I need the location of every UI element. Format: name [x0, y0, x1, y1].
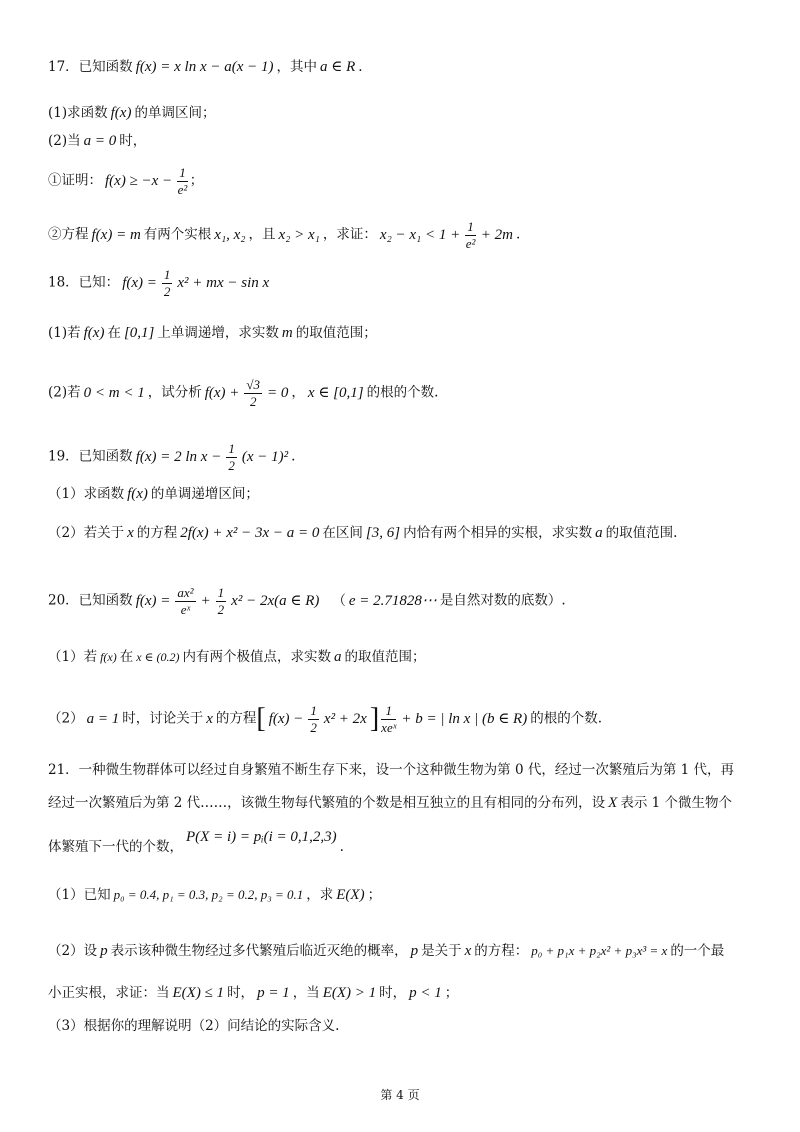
- q18-p1-in: 在: [107, 325, 121, 341]
- q19-p2-in: 在区间: [322, 525, 363, 541]
- q21-part3: [48, 1020, 339, 1034]
- q21-part2-cont: [48, 986, 458, 1001]
- q18-p2-cond: 0 < m < 1: [83, 384, 145, 401]
- q21-p1-mid: ，求: [306, 887, 334, 903]
- q18-p2-fraction: [244, 378, 262, 408]
- q17-p4-proof: x₂ − x₁ < 1 +: [379, 226, 461, 243]
- q20-p2-pre: （2）: [48, 710, 84, 727]
- q17-p4-proof2: + 2m: [480, 226, 513, 243]
- q20-p2-right-bracket: ]: [369, 703, 380, 735]
- q17-p4-den: e²: [465, 235, 476, 251]
- q20-p1-a: a: [333, 649, 342, 665]
- q19-p2-pre: （2）若关于: [48, 525, 125, 541]
- q17-p4-mid2: ，且: [248, 226, 276, 243]
- q20-d2: 2: [217, 601, 225, 617]
- q21-p3-r2: p < 1: [409, 985, 442, 1001]
- q19-p2-mid: 的方程: [136, 525, 178, 541]
- q18-p1-int: [0,1]: [123, 325, 155, 341]
- q18-p1-pre: (1)若: [48, 325, 81, 341]
- q20-stem: [48, 586, 566, 616]
- q20-p2-frac2: [381, 704, 396, 734]
- q20-p1-in: 在: [119, 649, 134, 665]
- q20-intro: 20．已知函数: [48, 592, 133, 609]
- q21-p2-eq: p₀ + p₁x + p₂x² + p₃x³ = x: [531, 943, 668, 958]
- q18-half-fraction: [162, 268, 173, 298]
- q20-p1-int: x ∈ (0.2): [136, 650, 180, 664]
- q21-p1-vals: p₀ = 0.4, p₁ = 0.3, p₂ = 0.2, p₃ = 0.1: [113, 887, 304, 902]
- q18-p2-sep: ，: [291, 384, 305, 401]
- q20-n1: ax²: [177, 585, 194, 600]
- q17-p3-pre: ①证明：: [48, 172, 102, 189]
- q18-part1: [48, 326, 377, 341]
- q17-p3-num: 1: [179, 165, 186, 180]
- q18-p2-end: 的根的个数.: [366, 384, 439, 401]
- q21-p1-pre: （1）已知: [48, 887, 111, 903]
- q17-p3-post: ；: [189, 172, 204, 189]
- q20-p2-end: 的根的个数.: [530, 710, 603, 727]
- q21-p2-p2: p: [410, 943, 419, 959]
- q20-p2-mid: 时，讨论关于: [122, 710, 204, 727]
- q19-part2: [48, 526, 677, 541]
- q17-function: f(x) = x ln x − a(x − 1): [135, 59, 274, 75]
- q21-l3-eq: P(X = i) = pᵢ(i = 0,1,2,3): [186, 829, 337, 845]
- q21-p2-mid: 表示该种微生物经过多代繁殖后临近灭绝的概率，: [110, 943, 408, 959]
- q21-line3: [48, 829, 344, 855]
- q17-p3-den: e²: [177, 181, 188, 197]
- q17-p2-cond: a = 0: [83, 133, 117, 149]
- q21-p2-end: 的一个最: [670, 943, 725, 959]
- q21-p3-c1: E(X) ≤ 1: [172, 985, 225, 1001]
- q19-part1: [48, 487, 259, 502]
- q20-plus: +: [200, 592, 211, 609]
- q21-p3-r1: p = 1: [257, 985, 290, 1001]
- q17-p4-ineq: x₂ > x₁: [278, 226, 320, 243]
- q21-p2-mid3: 的方程：: [474, 943, 529, 959]
- q21-part2: [48, 944, 724, 959]
- q18-intro: 18．已知：: [48, 274, 120, 291]
- q19-p2-int: [3, 6]: [365, 525, 401, 541]
- q19-end: .: [291, 448, 296, 465]
- q20-p2-f: f(x) −: [268, 710, 304, 727]
- q20-p2-f2: x² + 2x: [323, 710, 367, 727]
- q20-f-rhs: x² − 2x(a ∈ R): [231, 592, 320, 609]
- q17-p3-expr: f(x) ≥ −x −: [105, 172, 173, 189]
- q19-p2-a: a: [595, 525, 603, 541]
- q18-half-num: 1: [163, 267, 171, 282]
- q21-l1: 21．一种微生物群体可以经过自身繁殖不断生存下来，设一个这种微生物为第 0 代，经过一次繁殖后为第 1 代，再: [48, 762, 735, 778]
- q17-p4-eq: f(x) = m: [91, 226, 141, 243]
- q19-f-lhs: f(x) = 2 ln x −: [135, 448, 222, 465]
- q19-f-rhs: (x − 1)²: [241, 448, 289, 465]
- q20-p2-mid2: 的方程: [215, 710, 257, 727]
- q20-p1-end: 的取值范围；: [344, 649, 426, 665]
- q20-p2-cond: a = 1: [86, 710, 120, 727]
- q19-p1-f: f(x): [127, 486, 148, 502]
- q20-p1-f: f(x): [100, 650, 117, 664]
- q19-intro: 19．已知函数: [48, 448, 133, 465]
- q20-p1-pre: （1）若: [48, 649, 98, 665]
- q17-p4-end: .: [516, 226, 521, 243]
- q20-p2-d2: xeˣ: [381, 719, 397, 735]
- q18-p2-x: x ∈ [0,1]: [307, 384, 364, 401]
- q19-p2-eq: 2f(x) + x² − 3x − a = 0: [180, 525, 320, 541]
- q18-p2-eq: = 0: [267, 384, 289, 401]
- q18-f-lhs: f(x) =: [122, 274, 157, 291]
- q17-p4-roots: x₁, x₂: [214, 226, 246, 243]
- q17-p4-pre: ②方程: [48, 226, 89, 243]
- q20-frac1: [175, 586, 195, 616]
- q21-p3-t1: 时，: [227, 985, 255, 1001]
- q18-p1-m: m: [281, 325, 293, 341]
- q20-f-lhs: f(x) =: [135, 592, 171, 609]
- q20-part2: [48, 704, 602, 734]
- q21-p3-t2: ，当: [292, 985, 320, 1001]
- q19-den: 2: [228, 457, 235, 473]
- q18-p2-f: f(x) +: [204, 384, 240, 401]
- q18-part2: [48, 378, 438, 408]
- q17-p4-mid3: ，求证：: [322, 226, 377, 243]
- q20-note-e: e = 2.71828⋯: [348, 592, 437, 609]
- q18-p2-den: 2: [249, 393, 257, 409]
- q21-p3-pre: 小正实根，求证：当: [48, 985, 170, 1001]
- page-number: 第 4 页: [380, 1088, 420, 1102]
- q17-p2-pre: (2)当: [48, 133, 81, 149]
- q17-p1-f: f(x): [110, 105, 132, 121]
- q21-l2-X: X: [608, 795, 618, 811]
- q21-p1-end: ；: [367, 887, 382, 903]
- q17-p1-pre: (1)求函数: [48, 105, 108, 121]
- q18-f-rhs: x² + mx − sin x: [177, 274, 270, 291]
- q17-cond-pre: ，其中: [276, 59, 317, 75]
- q17-p4-num: 1: [467, 219, 474, 234]
- q21-line2: [48, 796, 732, 811]
- q17-stem: 17．已知函数 f(x) = x ln x − a(x − 1) ，其中 a ∈ R .: [48, 59, 363, 75]
- q18-p1-end: 的取值范围；: [295, 325, 377, 341]
- q20-p2-x: x: [206, 710, 213, 727]
- q20-p2-f3: + b = | ln x | (b ∈ R): [401, 710, 528, 727]
- q17-part2-2: [48, 220, 520, 250]
- q21-p3-c2: E(X) > 1: [322, 985, 377, 1001]
- q17-p4-fraction: [465, 220, 476, 250]
- q19-fraction: [226, 442, 237, 472]
- q17-p1-post: 的单调区间；: [134, 105, 216, 121]
- q19-num: 1: [228, 441, 235, 456]
- q18-half-den: 2: [163, 283, 171, 299]
- q20-p2-n2: 1: [381, 704, 396, 720]
- q19-p1-pre: （1）求函数: [48, 486, 125, 502]
- q20-frac2: [216, 586, 227, 616]
- q17-part1: [48, 106, 215, 121]
- q17-part2-1: [48, 166, 203, 196]
- q21-l2: 经过一次繁殖后为第 2 代……，该微生物每代繁殖的个数是相互独立的且有相同的分布列，设: [48, 795, 606, 811]
- q21-l2-end: 表示 1 个微生物个: [620, 795, 733, 811]
- q20-p2-frac1: [308, 704, 319, 734]
- q18-p1-post: 上单调递增，求实数: [157, 325, 279, 341]
- q21-p2-mid2: 是关于: [421, 943, 462, 959]
- q18-p2-pre: (2)若: [48, 384, 81, 401]
- q21-p2-x: x: [464, 943, 472, 959]
- q20-p1-post: 内有两个极值点，求实数: [182, 649, 331, 665]
- q21-p2-pre: （2）设: [48, 943, 98, 959]
- q20-d1: eˣ: [180, 601, 191, 617]
- q17-intro: 17．已知函数: [48, 59, 133, 75]
- q18-p2-num: √3: [246, 377, 261, 392]
- q21-p1-E: E(X): [336, 887, 365, 903]
- q19-p2-end: 的取值范围.: [605, 525, 678, 541]
- q18-p1-f: f(x): [83, 325, 105, 341]
- q19-p2-post: 内恰有两个相异的实根，求实数: [403, 525, 593, 541]
- q19-stem: [48, 442, 295, 472]
- q21-l3-end: .: [339, 839, 344, 855]
- q18-p2-mid: ，试分析: [147, 384, 202, 401]
- q20-note-text: 是自然对数的底数）.: [439, 592, 566, 609]
- q20-part1: [48, 650, 425, 665]
- q20-n2: 1: [217, 585, 225, 600]
- q21-line1: [48, 764, 734, 778]
- q21-p3-end: ；: [444, 985, 459, 1001]
- q21-p3-t3: 时，: [379, 985, 407, 1001]
- q20-p2-n1: 1: [310, 703, 317, 718]
- q17-cond: a ∈ R: [320, 59, 356, 75]
- q19-p1-post: 的单调递增区间；: [150, 486, 259, 502]
- q17-p4-mid: 有两个实根: [143, 226, 212, 243]
- q17-p3-fraction: [177, 166, 188, 196]
- q20-p2-d1: 2: [310, 719, 317, 735]
- q20-p2-left-bracket: [: [256, 703, 266, 735]
- q18-stem: [48, 268, 272, 298]
- q21-l3: 体繁殖下一代的个数，: [48, 839, 183, 855]
- q21-p4: （3）根据你的理解说明（2）问结论的实际含义.: [48, 1018, 340, 1034]
- q19-p2-x: x: [127, 525, 134, 541]
- q21-p2-p: p: [100, 943, 108, 959]
- q17-p2-post: 时，: [119, 133, 147, 149]
- q21-part1: [48, 888, 381, 903]
- q20-note-open: （: [332, 592, 346, 609]
- q17-part2: [48, 134, 146, 149]
